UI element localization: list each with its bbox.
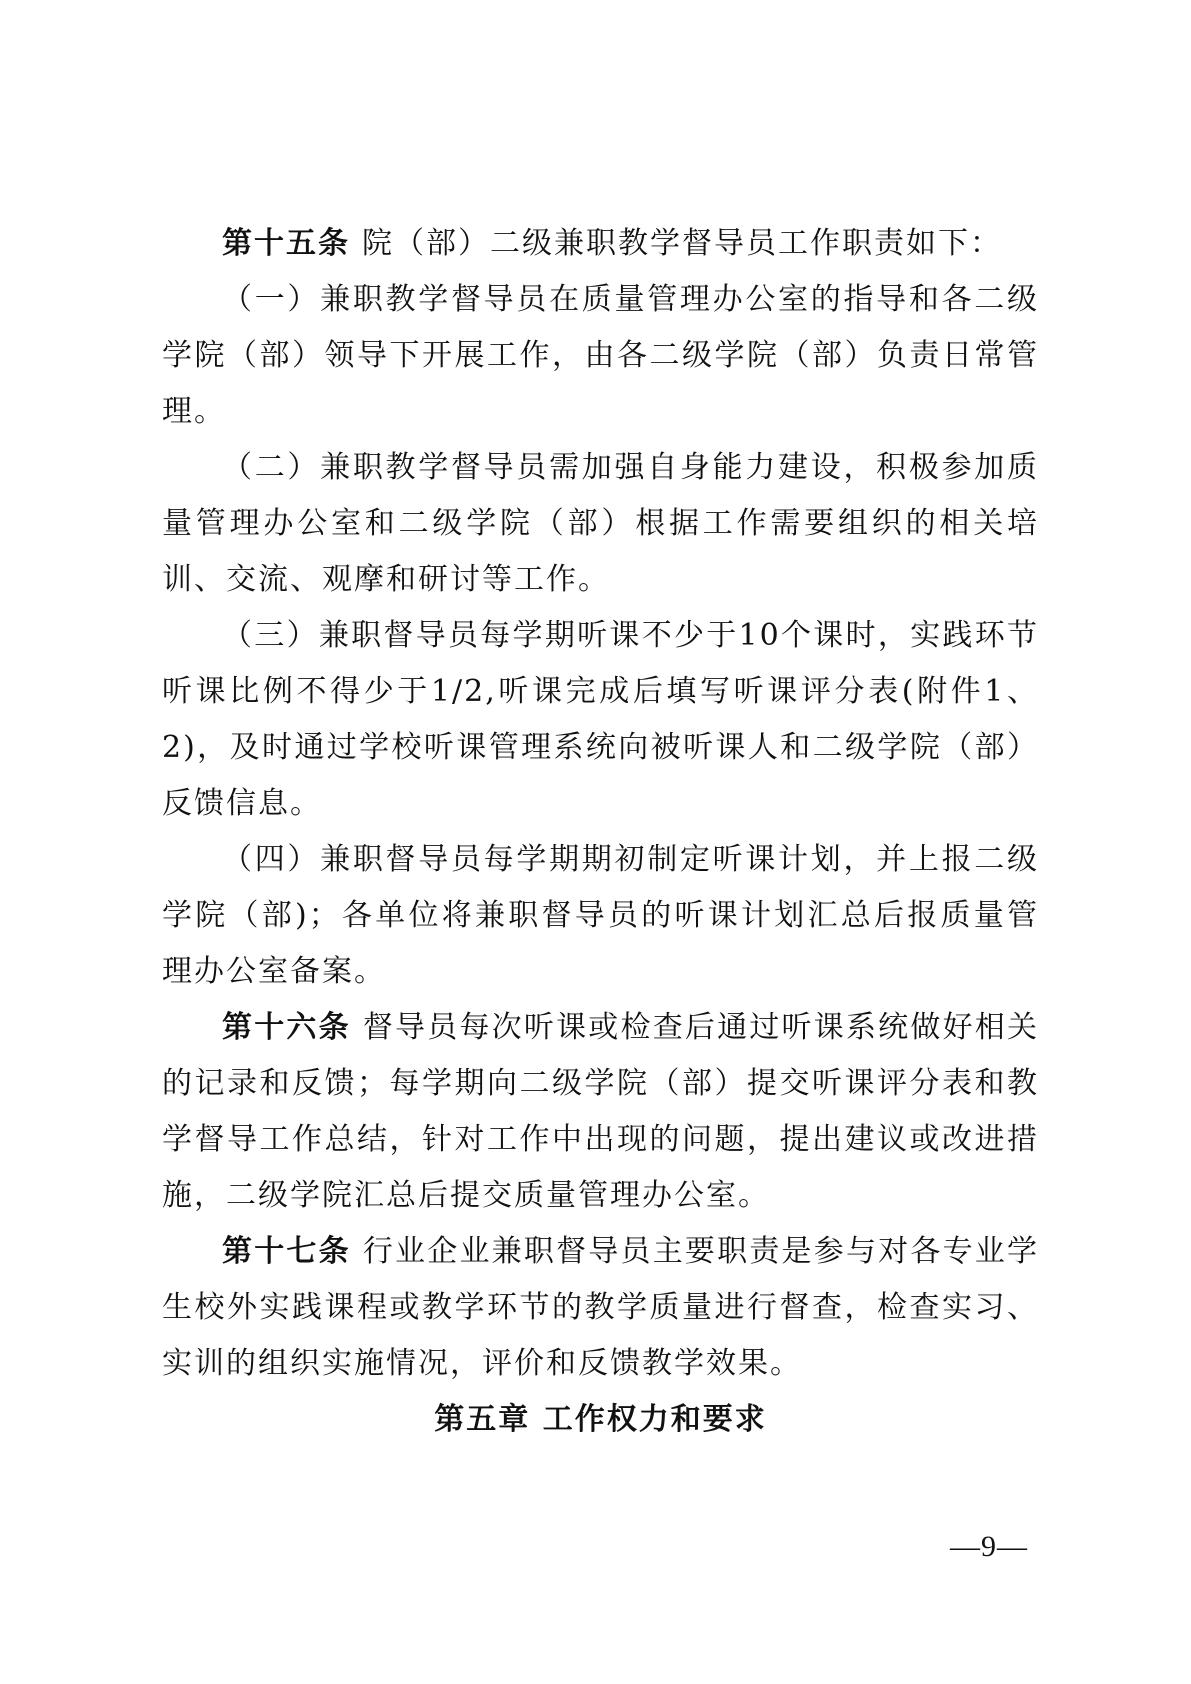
clause-2: [162, 440, 1039, 608]
clause-text: （一）兼职教学督导员在质量管理办公室的指导和各二级学院（部）领导下开展工作，由各二级学院（部）负责日常管理。: [162, 282, 1039, 429]
article-text: 院（部）二级兼职教学督导员工作职责如下：: [362, 226, 1002, 261]
article-text: 督导员每次听课或检查后通过听课系统做好相关的记录和反馈；每学期向二级学院（部）提交听课评分表和教学督导工作总结，针对工作中出现的问题，提出建议或改进措施，二级学院汇总后提交质量管理办公室。: [162, 1010, 1040, 1213]
chapter-heading: 第五章 工作权力和要求: [434, 1402, 767, 1437]
clause-text: （三）兼职督导员每学期听课不少于10个课时，实践环节听课比例不得少于1/2,听课完成后填写听课评分表(附件1、2)，及时通过学校听课管理系统向被听课人和二级学院（部）反馈信息。: [162, 618, 1039, 821]
document-body: [162, 216, 1039, 1448]
clause-4: [162, 832, 1039, 1000]
article-text: 行业企业兼职督导员主要职责是参与对各专业学生校外实践课程或教学环节的教学质量进行督查，检查实习、实训的组织实施情况，评价和反馈教学效果。: [162, 1234, 1040, 1381]
clause-text: （四）兼职督导员每学期期初制定听课计划，并上报二级学院（部)；各单位将兼职督导员的听课计划汇总后报质量管理办公室备案。: [162, 842, 1039, 989]
clause-text: （二）兼职教学督导员需加强自身能力建设，积极参加质量管理办公室和二级学院（部）根据工作需要组织的相关培训、交流、观摩和研讨等工作。: [162, 450, 1039, 597]
page-number: —9—: [950, 1530, 1028, 1563]
article-label: 第十七条: [222, 1234, 351, 1269]
article-17: [162, 1224, 1039, 1392]
clause-1: [162, 272, 1039, 440]
article-label: 第十六条: [222, 1010, 351, 1045]
article-label: 第十五条: [222, 226, 350, 261]
clause-3: [162, 608, 1039, 832]
article-16: [162, 1000, 1039, 1224]
article-15: [162, 216, 1039, 272]
